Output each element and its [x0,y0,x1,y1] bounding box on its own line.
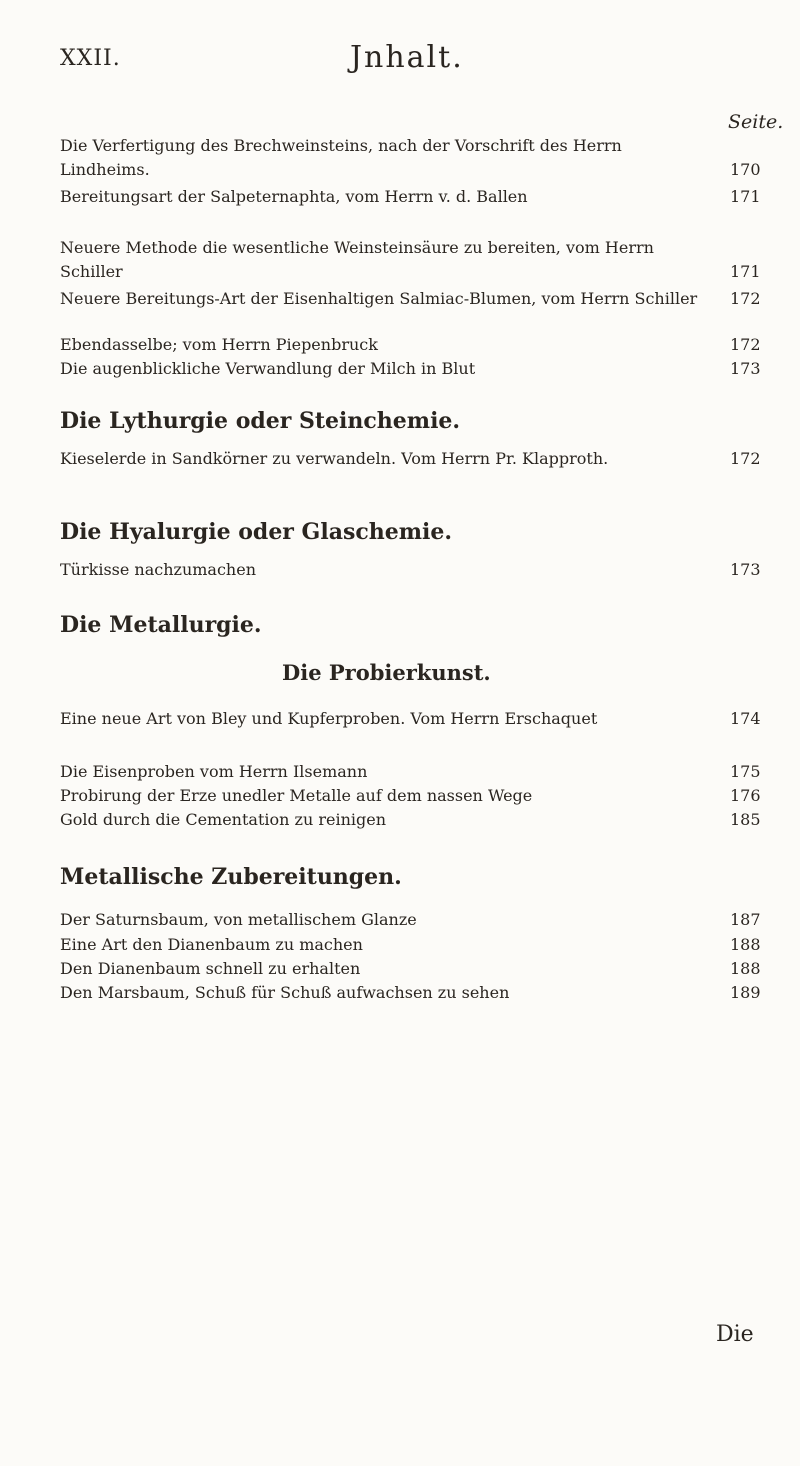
entry-text: Neuere Bereitungs-Art der Eisenhaltigen Salmiac-Blumen, vom Herrn Schiller [60,289,698,308]
section-heading: Metallische Zubereitungen. [60,864,402,890]
section-heading: Die Metallurgie. [60,612,262,638]
entry-page: 176 [730,786,761,805]
entry-text: Gold durch die Cementation zu reinigen [60,810,387,829]
toc-entry [60,333,780,357]
entry-page: 172 [730,289,761,308]
toc-entry [60,287,780,311]
toc-entry [60,185,780,209]
entry-page: 173 [730,359,761,378]
toc-entry [60,808,780,832]
toc-entry [60,134,780,182]
entry-page: 173 [730,560,761,579]
entry-page: 188 [730,959,761,978]
toc-entry [60,908,780,932]
entry-page: 172 [730,335,761,354]
entry-page: 171 [730,187,761,206]
entry-page: 189 [730,983,761,1002]
entry-page: 185 [730,810,761,829]
entry-page: 170 [730,160,761,179]
entry-text: Die Eisenproben vom Herrn Ilsemann [60,762,368,781]
entry-text: Eine Art den Dianenbaum zu machen [60,935,363,954]
entry-text: Kieselerde in Sandkörner zu verwandeln. Vom Herrn Pr. Klapproth. [60,449,609,468]
entry-text: Die augenblickliche Verwandlung der Milch in Blut [60,359,476,378]
section-subheading: Die Probierkunst. [282,660,491,685]
entry-text: Neuere Methode die wesentliche Weinsteinsäure zu bereiten, vom Herrn Schiller [60,238,654,281]
catchword: Die [716,1322,754,1347]
toc-entry [60,236,780,284]
toc-entry [60,707,780,731]
entry-page: 175 [730,762,761,781]
toc-entry [60,784,780,808]
entry-text: Bereitungsart der Salpeternaphta, vom Herrn v. d. Ballen [60,187,528,206]
toc-entry [60,760,780,784]
entry-text: Eine neue Art von Bley und Kupferproben. Vom Herrn Erschaquet [60,709,598,728]
toc-entry [60,558,780,582]
entry-text: Den Dianenbaum schnell zu erhalten [60,959,361,978]
entry-page: 187 [730,910,761,929]
toc-entry [60,981,780,1005]
section-heading: Die Lythurgie oder Steinchemie. [60,408,461,434]
page-number: XXII. [60,46,121,71]
entry-text: Der Saturnsbaum, von metallischem Glanze [60,910,417,929]
entry-text: Ebendasselbe; vom Herrn Piepenbruck [60,335,378,354]
entry-page: 174 [730,709,761,728]
entry-text: Die Verfertigung des Brechweinsteins, nach der Vorschrift des Herrn Lindheims. [60,136,622,179]
page-header [60,40,740,80]
seite-label: Seite. [728,111,784,133]
entry-text: Probirung der Erze unedler Metalle auf dem nassen Wege [60,786,533,805]
running-title: Jnhalt. [350,40,464,75]
entry-page: 171 [730,262,761,281]
section-heading: Die Hyalurgie oder Glaschemie. [60,519,453,545]
toc-entry [60,357,780,381]
toc-entry [60,933,780,957]
toc-entry [60,447,780,471]
entry-page: 172 [730,449,761,468]
toc-entry [60,957,780,981]
entry-page: 188 [730,935,761,954]
entry-text: Den Marsbaum, Schuß für Schuß aufwachsen zu sehen [60,983,510,1002]
entry-text: Türkisse nachzumachen [60,560,257,579]
